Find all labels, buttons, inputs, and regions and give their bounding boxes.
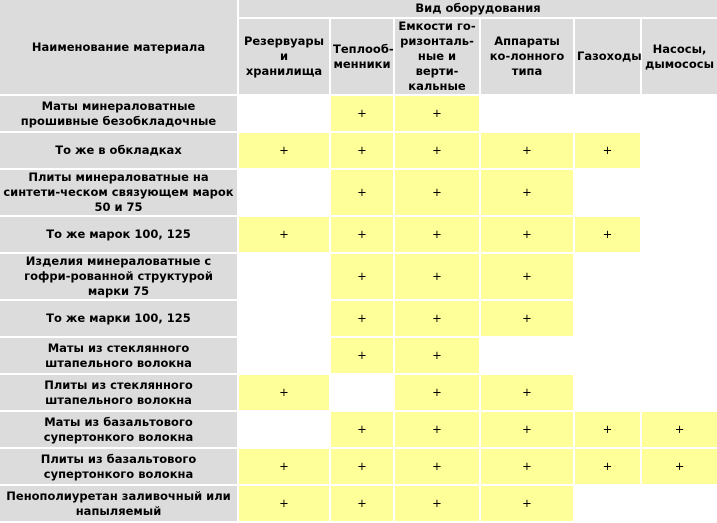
table-row — [0, 338, 717, 373]
applicability-cell — [575, 96, 640, 131]
applicability-cell: + — [481, 412, 573, 447]
applicability-cell: + — [642, 449, 717, 484]
table-row — [0, 96, 717, 131]
table-row — [0, 375, 717, 410]
table-row — [0, 254, 717, 299]
applicability-cell: + — [239, 375, 329, 410]
applicability-cell — [575, 254, 640, 299]
applicability-cell — [642, 254, 717, 299]
applicability-cell — [239, 170, 329, 215]
applicability-cell: + — [239, 449, 329, 484]
applicability-cell — [239, 254, 329, 299]
applicability-cell: + — [395, 338, 479, 373]
table-body — [0, 96, 717, 521]
applicability-cell: + — [395, 217, 479, 252]
col-header-columns: Аппараты ко-лонного типа — [481, 19, 573, 94]
applicability-cell: + — [395, 170, 479, 215]
applicability-cell — [239, 301, 329, 336]
applicability-cell: + — [395, 301, 479, 336]
table-row — [0, 412, 717, 447]
material-name-cell: Плиты из базальтового супертонкого волокна — [0, 449, 237, 484]
applicability-cell: + — [239, 217, 329, 252]
applicability-cell: + — [575, 412, 640, 447]
applicability-cell — [575, 486, 640, 521]
material-name-cell: Изделия минераловатные с гофри-рованной структурой марки 75 — [0, 254, 237, 299]
material-name-cell: То же марок 100, 125 — [0, 217, 237, 252]
applicability-cell — [642, 217, 717, 252]
applicability-cell: + — [239, 133, 329, 168]
material-name-cell: Плиты из стеклянного штапельного волокна — [0, 375, 237, 410]
material-name-cell: Плиты минераловатные на синтети-ческом связующем марок 50 и 75 — [0, 170, 237, 215]
material-name-header: Наименование материала — [0, 0, 237, 94]
applicability-cell: + — [395, 486, 479, 521]
applicability-cell — [642, 375, 717, 410]
applicability-cell — [481, 96, 573, 131]
applicability-cell: + — [331, 301, 393, 336]
applicability-cell: + — [395, 375, 479, 410]
applicability-cell: + — [331, 486, 393, 521]
table-row — [0, 170, 717, 215]
material-name-cell: Пенополиуретан заливочный или напыляемый — [0, 486, 237, 521]
applicability-cell: + — [331, 338, 393, 373]
col-header-tanks: Резервуары и хранилища — [239, 19, 329, 94]
applicability-cell — [575, 301, 640, 336]
material-name-cell: То же в обкладках — [0, 133, 237, 168]
applicability-cell: + — [331, 449, 393, 484]
applicability-cell — [239, 338, 329, 373]
applicability-cell: + — [481, 254, 573, 299]
table-row — [0, 217, 717, 252]
applicability-cell — [642, 96, 717, 131]
header-row-top — [0, 0, 717, 17]
applicability-cell: + — [481, 217, 573, 252]
applicability-cell — [642, 486, 717, 521]
material-name-cell: То же марки 100, 125 — [0, 301, 237, 336]
applicability-cell: + — [331, 412, 393, 447]
material-name-cell: Маты минераловатные прошивные безобкладочные — [0, 96, 237, 131]
applicability-cell — [575, 338, 640, 373]
table-row — [0, 133, 717, 168]
applicability-cell — [642, 301, 717, 336]
applicability-cell: + — [481, 133, 573, 168]
applicability-cell: + — [395, 449, 479, 484]
col-header-gas-ducts: Газоходы — [575, 19, 640, 94]
applicability-cell: + — [395, 412, 479, 447]
applicability-cell: + — [481, 301, 573, 336]
material-name-cell: Маты из стеклянного штапельного волокна — [0, 338, 237, 373]
applicability-cell: + — [395, 254, 479, 299]
applicability-cell: + — [331, 96, 393, 131]
applicability-cell: + — [331, 133, 393, 168]
applicability-cell: + — [239, 486, 329, 521]
applicability-cell: + — [331, 254, 393, 299]
applicability-cell — [642, 338, 717, 373]
col-header-pumps: Насосы, дымососы — [642, 19, 717, 94]
applicability-cell: + — [481, 449, 573, 484]
applicability-cell: + — [481, 375, 573, 410]
table-row — [0, 486, 717, 521]
applicability-cell: + — [575, 133, 640, 168]
applicability-cell — [239, 96, 329, 131]
equipment-type-header: Вид оборудования — [239, 0, 717, 17]
applicability-cell — [575, 170, 640, 215]
table-row — [0, 301, 717, 336]
material-name-cell: Маты из базальтового супертонкого волокна — [0, 412, 237, 447]
applicability-cell: + — [481, 486, 573, 521]
applicability-cell — [331, 375, 393, 410]
applicability-cell: + — [395, 96, 479, 131]
applicability-cell — [481, 338, 573, 373]
applicability-cell: + — [575, 449, 640, 484]
applicability-cell — [239, 412, 329, 447]
applicability-cell — [642, 133, 717, 168]
applicability-cell: + — [642, 412, 717, 447]
applicability-cell: + — [481, 170, 573, 215]
col-header-heat-exchangers: Теплооб-менники — [331, 19, 393, 94]
applicability-cell: + — [331, 217, 393, 252]
applicability-cell — [642, 170, 717, 215]
col-header-vessels: Емкости го-ризонталь-ные и верти-кальные — [395, 19, 479, 94]
table-row — [0, 449, 717, 484]
applicability-cell: + — [395, 133, 479, 168]
applicability-cell: + — [331, 170, 393, 215]
applicability-cell: + — [575, 217, 640, 252]
applicability-cell — [575, 375, 640, 410]
